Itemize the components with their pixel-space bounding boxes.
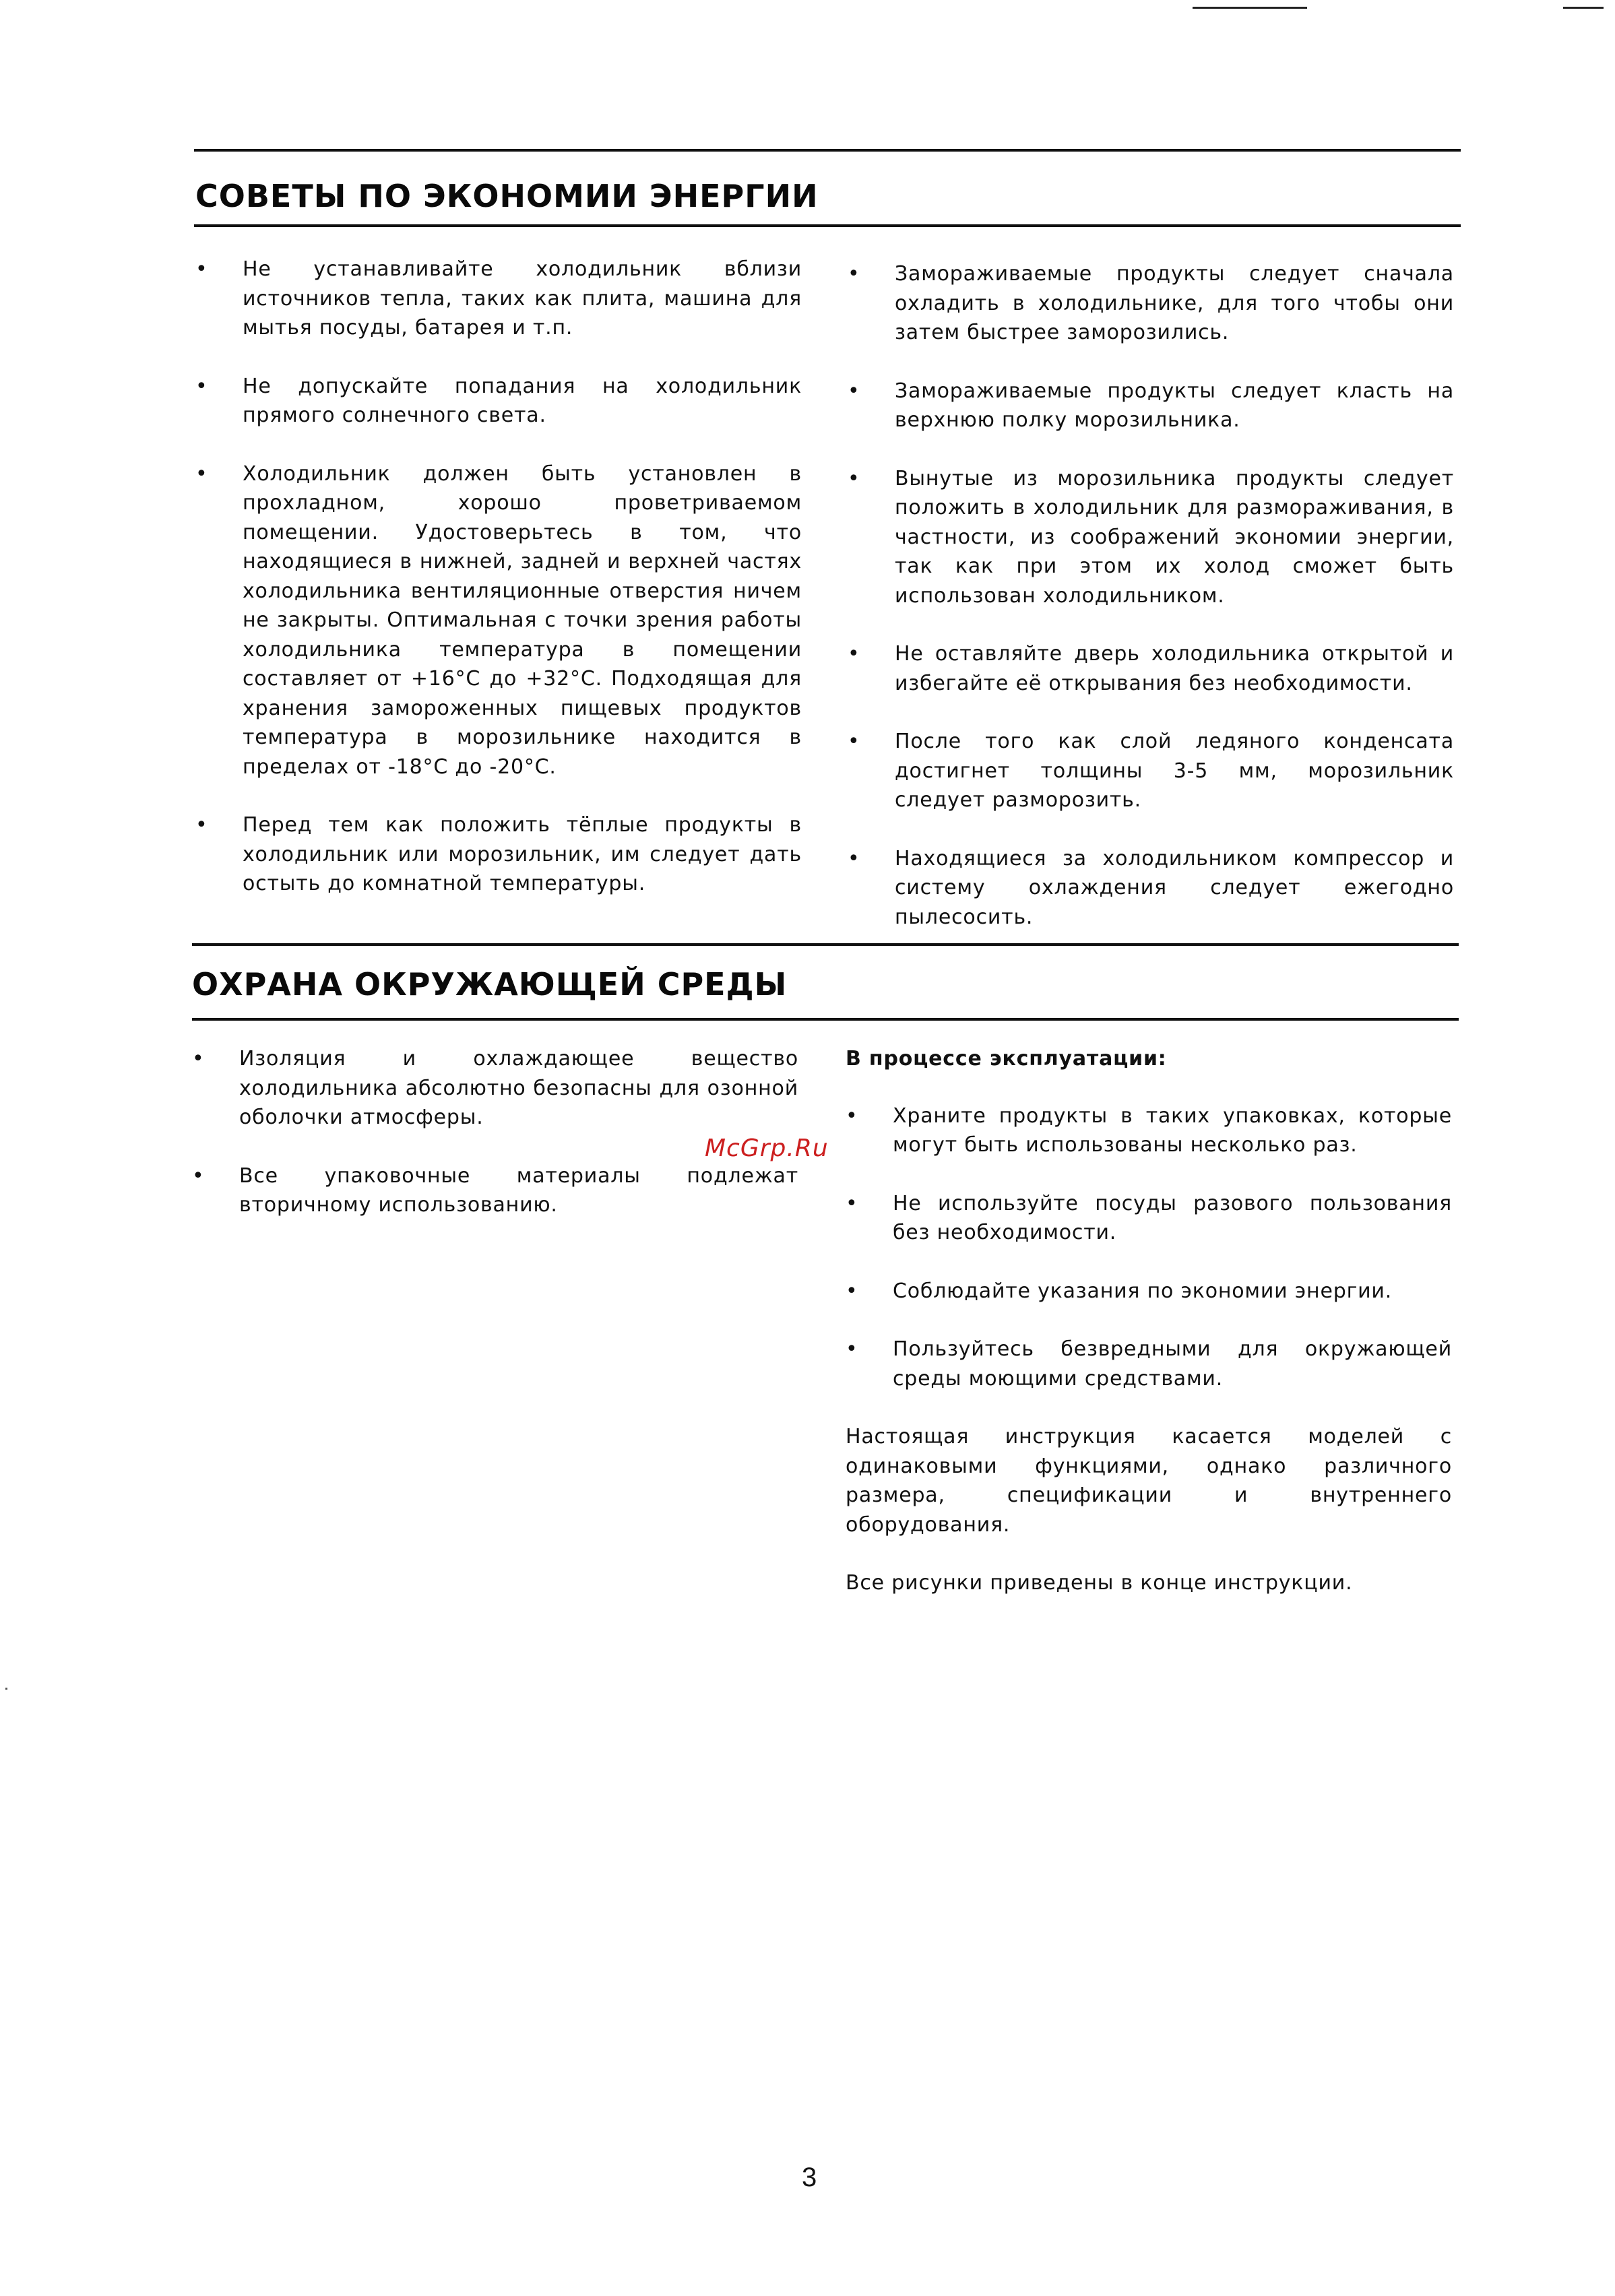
list-item: • Замораживаемые продукты следует класть на верхнюю полку морозильника. bbox=[848, 377, 1454, 435]
list-item: • Не устанавливайте холодильник вблизи источников тепла, таких как плита, машина для мытья посуды, батарея и т.п. bbox=[195, 255, 802, 343]
bullet-icon: • bbox=[192, 1163, 205, 1188]
environment-left-list bbox=[192, 1044, 798, 1220]
list-item: • Соблюдайте указания по экономии энергии. bbox=[846, 1277, 1452, 1306]
energy-right-column bbox=[848, 259, 1454, 961]
environment-rule-top bbox=[192, 943, 1459, 946]
list-item: • Храните продукты в таких упаковках, которые могут быть использованы несколько раз. bbox=[846, 1102, 1452, 1160]
bullet-icon: • bbox=[848, 846, 860, 870]
list-item: • Находящиеся за холодильником компрессор и систему охлаждения следует ежегодно пылесосить. bbox=[848, 844, 1454, 932]
bullet-icon: • bbox=[195, 374, 208, 398]
watermark-text: McGrp.Ru bbox=[705, 1135, 829, 1162]
list-item: • Замораживаемые продукты следует сначала охладить в холодильнике, для того чтобы они затем быстрее заморозились. bbox=[848, 259, 1454, 348]
energy-rule-top bbox=[194, 149, 1461, 152]
energy-right-list bbox=[848, 259, 1454, 932]
bullet-icon: • bbox=[848, 730, 860, 753]
scan-speck bbox=[5, 1688, 7, 1690]
list-item: • Вынутые из морозильника продукты следует положить в холодильник для размораживания, в частности, из соображений экономии энергии, так как при этом их холод сможет быть использован холодильником. bbox=[848, 464, 1454, 611]
usage-subheading: В процессе эксплуатации: bbox=[846, 1047, 1167, 1071]
bullet-icon: • bbox=[195, 813, 208, 837]
list-item: • Не оставляйте дверь холодильника открытой и избегайте её открывания без необходимости. bbox=[848, 639, 1454, 698]
list-item: • Все упаковочные материалы подлежат вторичному использованию. bbox=[192, 1161, 798, 1220]
page-number: 3 bbox=[802, 2163, 817, 2192]
environment-heading: ОХРАНА ОКРУЖАЮЩЕЙ СРЕДЫ bbox=[192, 966, 788, 1002]
energy-left-column bbox=[195, 255, 802, 928]
list-item: • Холодильник должен быть установлен в прохладном, хорошо проветриваемом помещении. Удостоверьтесь в том, что находящиеся в нижней, задней и верхней частях холодильника вентиляционные отверстия ничем не закрыты. Оптимальная с точки зрения работы холодильника температура в помещении составляет от +16°C до +32°C. Подходящая для хранения замороженных пищевых продуктов температура в морозильнике находится в пределах от -18°C до -20°C. bbox=[195, 459, 802, 782]
bullet-icon: • bbox=[846, 1279, 858, 1303]
bullet-icon: • bbox=[195, 257, 208, 281]
bullet-icon: • bbox=[848, 379, 860, 403]
list-item: • Не используйте посуды разового пользования без необходимости. bbox=[846, 1189, 1452, 1248]
bullet-icon: • bbox=[848, 466, 860, 490]
list-item: • Перед тем как положить тёплые продукты в холодильник или морозильник, им следует дать остыть до комнатной температуры. bbox=[195, 810, 802, 899]
energy-left-list bbox=[195, 255, 802, 899]
models-note: Настоящая инструкция касается моделей с одинаковыми функциями, однако различного размера, спецификации и внутреннего оборудования. bbox=[846, 1425, 1452, 1537]
environment-right-column bbox=[846, 1044, 1452, 1627]
bullet-icon: • bbox=[846, 1337, 858, 1361]
bullet-icon: • bbox=[848, 262, 860, 286]
bullet-icon: • bbox=[846, 1104, 858, 1128]
energy-rule-bottom bbox=[194, 224, 1461, 227]
list-item: • Пользуйтесь безвредными для окружающей среды моющими средствами. bbox=[846, 1335, 1452, 1393]
bullet-icon: • bbox=[192, 1047, 205, 1071]
top-edge-mark bbox=[1193, 7, 1307, 9]
bullet-icon: • bbox=[848, 642, 860, 666]
bullet-icon: • bbox=[195, 461, 208, 486]
figures-note: Все рисунки приведены в конце инструкции. bbox=[846, 1571, 1353, 1595]
environment-rule-bottom bbox=[192, 1018, 1459, 1021]
list-item: • Не допускайте попадания на холодильник прямого солнечного света. bbox=[195, 372, 802, 430]
list-item: • После того как слой ледяного конденсата достигнет толщины 3-5 мм, морозильник следует разморозить. bbox=[848, 727, 1454, 815]
bullet-icon: • bbox=[846, 1191, 858, 1215]
environment-right-list bbox=[846, 1102, 1452, 1394]
list-item: • Изоляция и охлаждающее вещество холодильника абсолютно безопасны для озонной оболочки атмосферы. bbox=[192, 1044, 798, 1133]
top-edge-mark-short bbox=[1563, 7, 1604, 9]
energy-heading: СОВЕТЫ ПО ЭКОНОМИИ ЭНЕРГИИ bbox=[195, 178, 819, 214]
